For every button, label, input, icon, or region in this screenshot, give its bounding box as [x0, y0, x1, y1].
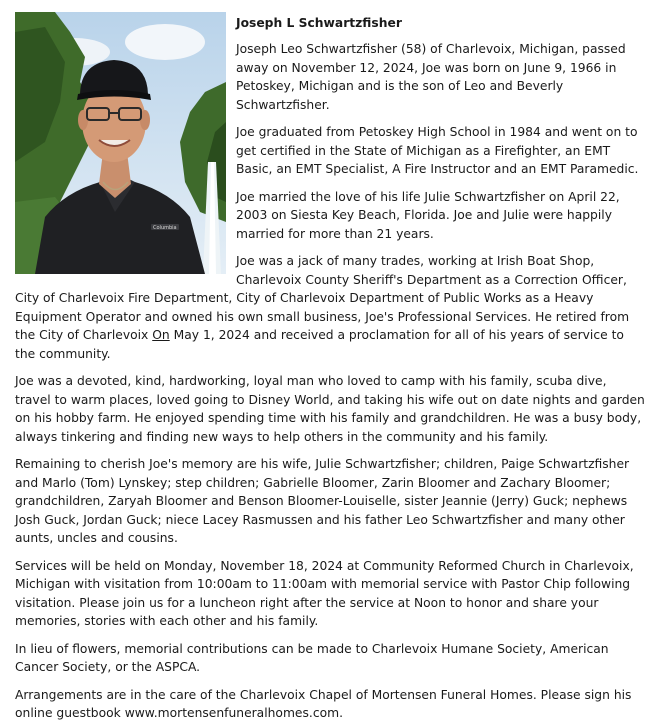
- paragraph-4-text-after: May 1, 2024 and received a proclamation for all of his years of service to the community.: [15, 328, 624, 361]
- obituary-title: Joseph L Schwartzfisher: [236, 16, 402, 30]
- obituary-paragraph-6: Remaining to cherish Joe's memory are his wife, Julie Schwartzfisher; children, Paige Schwartzfisher and Marlo (Tom) Lynskey; step children; Gabrielle Bloomer, Zarin Bloomer and Zachary Bloomer; grandchildren, Zaryah Bloomer and Benson Bloomer-Louiselle, sister Jeannie (Jerry) Guck; nephews Josh Guck, Jordan Guck; niece Lacey Rasmussen and his father Leo Schwartzfisher and many other aunts, uncles and cousins.: [15, 457, 630, 545]
- obituary-paragraph-1: Joseph Leo Schwartzfisher (58) of Charlevoix, Michigan, passed away on November 12, 2024, Joe was born on June 9, 1966 in Petoskey, Michigan and is the son of Leo and Beverly Schwartzfisher.: [236, 42, 626, 112]
- on-link[interactable]: On: [152, 328, 170, 342]
- portrait-photo: [15, 12, 226, 274]
- obituary-paragraph-7: Services will be held on Monday, November 18, 2024 at Community Reformed Church in Charlevoix, Michigan with visitation from 10:00am to 11:00am with memorial service with Pastor Chip following visitation. Please join us for a luncheon right after the service at Noon to honor and share your memories, stories with each other and his family.: [15, 558, 634, 628]
- obituary-paragraph-5: Joe was a devoted, kind, hardworking, loyal man who loved to camp with his family, scuba dive, travel to warm places, loved going to Disney World, and taking his wife out on date nights and garden on his hobby farm. He enjoyed spending time with his family and grandchildren. He was a busy body, always tinkering and finding new ways to help others in the community and his family.: [15, 374, 645, 444]
- obituary-paragraph-8: In lieu of flowers, memorial contributions can be made to Charlevoix Humane Society, American Cancer Society, or the ASPCA.: [15, 641, 609, 674]
- obituary-paragraph-3: Joe married the love of his life Julie Schwartzfisher on April 22, 2003 on Siesta Key Beach, Florida. Joe and Julie were happily married for more than 21 years.: [236, 189, 620, 241]
- obituary-paragraph-9: Arrangements are in the care of the Charlevoix Chapel of Mortensen Funeral Homes. Please sign his online guestbook www.mortensenfuneralhomes.com.: [15, 687, 632, 720]
- obituary-paragraph-2: Joe graduated from Petoskey High School in 1984 and went on to get certified in the State of Michigan as a Firefighter, an EMT Basic, an EMT Specialist, A Fire Instructor and an EMT Paramedic.: [236, 125, 639, 176]
- svg-text:Columbia: Columbia: [153, 225, 177, 231]
- paragraph-4-text-before: Joe was a jack of many trades, working at Irish Boat Shop, Charlevoix County Sheriff's Department as a Correction Officer, City of Charlevoix Fire Department, City of Charlevoix Department of Public Works as a Heavy Equipment Operator and owned his own small business, Joe's Professional Services. He retired from the City of Charlevoix: [15, 254, 630, 342]
